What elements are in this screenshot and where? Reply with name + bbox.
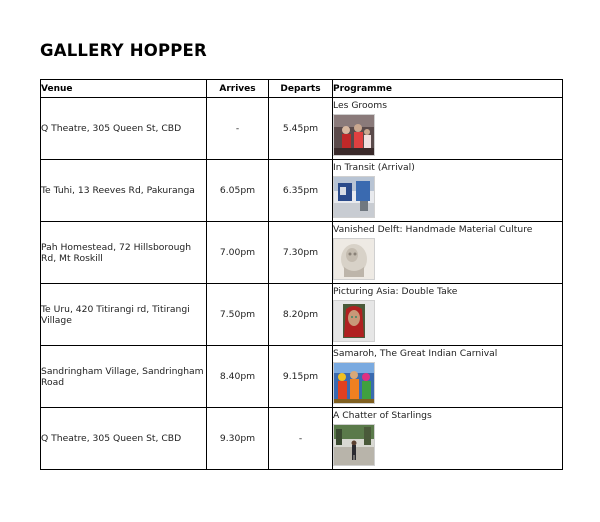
arrives-cell: 9.30pm bbox=[207, 408, 269, 470]
programme-cell bbox=[333, 346, 563, 408]
departs-cell: - bbox=[269, 408, 333, 470]
arrives-cell: 8.40pm bbox=[207, 346, 269, 408]
departs-cell: 5.45pm bbox=[269, 98, 333, 160]
carnival-photo bbox=[334, 363, 374, 403]
venue-cell: Te Tuhi, 13 Reeves Rd, Pakuranga bbox=[41, 160, 207, 222]
table-row bbox=[41, 160, 563, 222]
table-row bbox=[41, 98, 563, 160]
table-row bbox=[41, 408, 563, 470]
venue-cell: Sandringham Village, Sandringham Road bbox=[41, 346, 207, 408]
programme-thumbnail bbox=[333, 238, 375, 280]
programme-title: A Chatter of Starlings bbox=[333, 410, 432, 421]
page-title: GALLERY HOPPER bbox=[40, 41, 207, 60]
street-scene-photo bbox=[334, 425, 374, 465]
arrives-header: Arrives bbox=[207, 80, 269, 98]
programme-cell bbox=[333, 160, 563, 222]
venue-cell: Pah Homestead, 72 Hillsborough Rd, Mt Roskill bbox=[41, 222, 207, 284]
sculpture-photo bbox=[334, 239, 374, 279]
arrives-cell: 7.50pm bbox=[207, 284, 269, 346]
programme-cell bbox=[333, 222, 563, 284]
table-row bbox=[41, 284, 563, 346]
programme-cell bbox=[333, 284, 563, 346]
programme-title: Vanished Delft: Handmade Material Culture bbox=[333, 224, 533, 235]
departs-cell: 7.30pm bbox=[269, 222, 333, 284]
programme-thumbnail bbox=[333, 176, 375, 218]
portrait-photo bbox=[334, 301, 374, 341]
schedule-table bbox=[40, 79, 563, 470]
departs-cell: 9.15pm bbox=[269, 346, 333, 408]
header-row bbox=[41, 80, 563, 98]
programme-cell bbox=[333, 98, 563, 160]
arrives-cell: 7.00pm bbox=[207, 222, 269, 284]
arrives-cell: - bbox=[207, 98, 269, 160]
venue-cell: Te Uru, 420 Titirangi rd, Titirangi Village bbox=[41, 284, 207, 346]
departs-cell: 8.20pm bbox=[269, 284, 333, 346]
programme-thumbnail bbox=[333, 362, 375, 404]
arrives-cell: 6.05pm bbox=[207, 160, 269, 222]
table-row bbox=[41, 346, 563, 408]
venue-cell: Q Theatre, 305 Queen St, CBD bbox=[41, 98, 207, 160]
programme-header: Programme bbox=[333, 80, 563, 98]
programme-title: Picturing Asia: Double Take bbox=[333, 286, 458, 297]
dancers-photo bbox=[334, 115, 374, 155]
venue-header: Venue bbox=[41, 80, 207, 98]
programme-title: In Transit (Arrival) bbox=[333, 162, 415, 173]
departs-cell: 6.35pm bbox=[269, 160, 333, 222]
venue-cell: Q Theatre, 305 Queen St, CBD bbox=[41, 408, 207, 470]
programme-title: Les Grooms bbox=[333, 100, 387, 111]
gallery-interior-photo bbox=[334, 177, 374, 217]
programme-title: Samaroh, The Great Indian Carnival bbox=[333, 348, 498, 359]
table-row bbox=[41, 222, 563, 284]
programme-thumbnail bbox=[333, 114, 375, 156]
programme-thumbnail bbox=[333, 424, 375, 466]
programme-cell bbox=[333, 408, 563, 470]
departs-header: Departs bbox=[269, 80, 333, 98]
programme-thumbnail bbox=[333, 300, 375, 342]
